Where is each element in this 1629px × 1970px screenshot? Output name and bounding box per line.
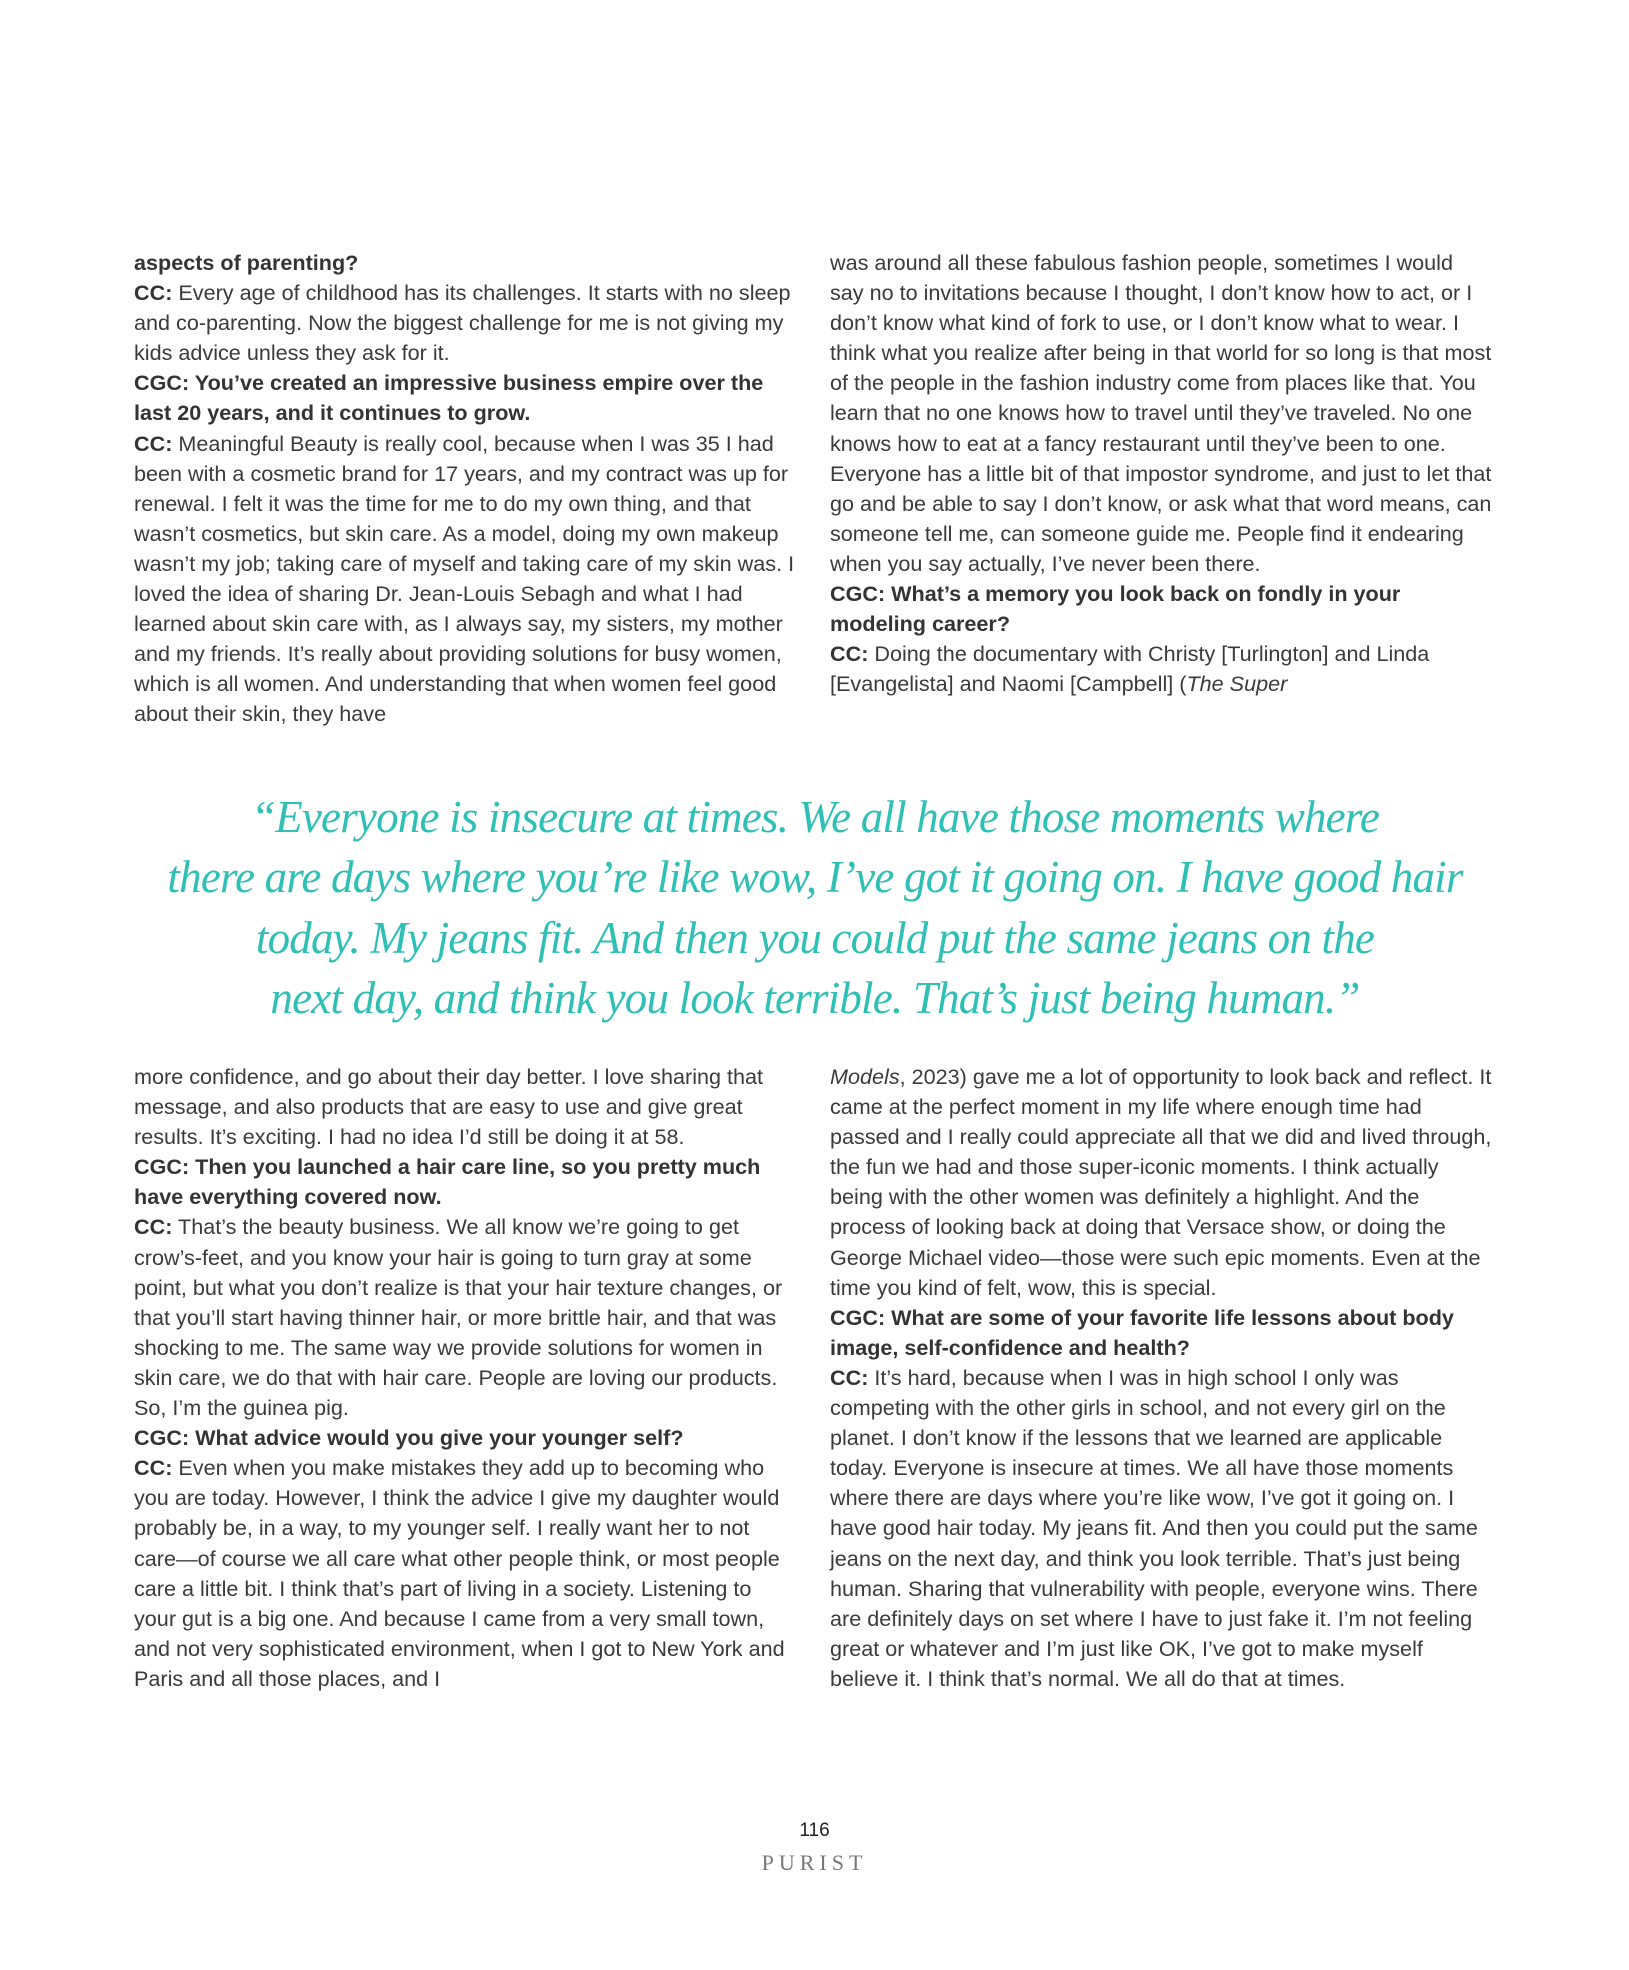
body-text: Doing the documentary with Christy [Turlington] and Linda [Evangelista] and Naomi [Campbell] (: [830, 641, 1430, 697]
column-top-left: [134, 248, 796, 730]
paragraph: [134, 1453, 796, 1694]
paragraph: [830, 1062, 1492, 1303]
body-text: That’s the beauty business. We all know we’re going to get crow’s-feet, and you know your hair is going to turn gray at some point, but what you don’t realize is that your hair texture changes, or that you’ll start having thinner hair, or more brittle hair, and that was shocking to me. The same way we provide solutions for women in skin care, we do that with hair care. People are loving our products. So, I’m the guinea pig.: [134, 1214, 783, 1421]
body-text: It’s hard, because when I was in high school I only was competing with the other girls in school, and not every girl on the planet. I don’t know if the lessons that we learned are applicable today. Everyone is insecure at times. We all have those moments where there are days where you’re like wow, I’ve got it going on. I have good hair today. My jeans fit. And then you could put the same jeans on the next day, and think you look terrible. That’s just being human. Sharing that vulnerability with people, everyone wins. There are definitely days on set where I have to just fake it. I’m not feeling great or whatever and I’m just like OK, I’ve got to make myself believe it. I think that’s normal. We all do that at times.: [830, 1364, 1478, 1691]
paragraph: [830, 248, 1492, 579]
paragraph: [134, 1212, 796, 1423]
bold-text: CC:: [134, 280, 173, 306]
bold-text: CC:: [134, 1455, 173, 1481]
body-text: more confidence, and go about their day better. I love sharing that message, and also products that are easy to use and give great results. It’s exciting. I had no idea I’d still be doing it at 58.: [134, 1064, 764, 1150]
bold-text: CGC: What advice would you give your younger self?: [134, 1425, 684, 1451]
body-text: Every age of childhood has its challenges. It starts with no sleep and co-parenting. Now the biggest challenge for me is not giving my kids advice unless they ask for it.: [134, 280, 791, 366]
paragraph: [134, 248, 796, 278]
italic-text: Models: [830, 1064, 900, 1089]
italic-text: The Super: [1186, 671, 1288, 697]
brand-logo: PURIST: [761, 1850, 868, 1875]
paragraph: [830, 1303, 1492, 1363]
bold-text: aspects of parenting?: [134, 250, 359, 275]
column-bottom-right: [830, 1062, 1492, 1694]
page-number: 116: [799, 1820, 830, 1841]
paragraph: [134, 278, 796, 368]
column-bottom-left: [134, 1062, 796, 1694]
body-text: , 2023) gave me a lot of opportunity to look back and reflect. It came at the perfect moment in my life where enough time had passed and I really could appreciate all that we did and lived through, the fun we had and those super-iconic moments. I think actually being with the other women was definitely a highlight. And the process of looking back at doing that Versace show, or doing the George Michael video—those were such epic moments. Even at the time you kind of felt, wow, this is special.: [830, 1064, 1492, 1300]
body-text: Meaningful Beauty is really cool, because when I was 35 I had been with a cosmetic brand for 17 years, and my contract was up for renewal. I felt it was the time for me to do my own thing, and that wasn’t cosmetics, but skin care. As a model, doing my own makeup wasn’t my job; taking care of myself and taking care of my skin was. I loved the idea of sharing Dr. Jean-Louis Sebagh and what I had learned about skin care with, as I always say, my sisters, my mother and my friends. It’s really about providing solutions for busy women, which is all women. And understanding that when women feel good about their skin, they have: [134, 430, 795, 727]
pull-quote: [120, 787, 1510, 1028]
pull-quote-line: there are days where you’re like wow, I’ve got it going on. I have good hair: [167, 852, 1463, 903]
pull-quote-line: “Everyone is insecure at times. We all have those moments where: [250, 792, 1380, 842]
paragraph: [134, 1423, 796, 1453]
body-text: Even when you make mistakes they add up to becoming who you are today. However, I think the advice I give my daughter would probably be, in a way, to my younger self. I really want her to not care—of course we all care what other people think, or most people care a little bit. I think that’s part of living in a society. Listening to your gut is a big one. And because I came from a very small town, and not very sophisticated environment, when I got to New York and Paris and all those places, and I: [134, 1455, 785, 1691]
paragraph: [134, 1062, 796, 1152]
pull-quote-line: next day, and think you look terrible. That’s just being human.”: [270, 972, 1360, 1023]
bold-text: CGC: What’s a memory you look back on fondly in your modeling career?: [830, 581, 1401, 637]
bold-text: CC:: [830, 1364, 869, 1390]
paragraph: [830, 1363, 1492, 1694]
paragraph: [830, 579, 1492, 639]
paragraph: [134, 1152, 796, 1212]
pull-quote-line: today. My jeans fit. And then you could put the same jeans on the: [255, 912, 1375, 963]
body-text: was around all these fabulous fashion people, sometimes I would say no to invitations because I thought, I don’t know how to act, or I don’t know what kind of fork to use, or I don’t know what to wear. I think what you realize after being in that world for so long is that most of the people in the fashion industry come from places like that. You learn that no one knows how to travel until they’ve traveled. No one knows how to eat at a fancy restaurant until they’ve been to one. Everyone has a little bit of that impostor syndrome, and just to let that go and be able to say I don’t know, or ask what that word means, can someone tell me, can someone guide me. People find it endearing when you say actually, I’ve never been there.: [830, 250, 1492, 576]
paragraph: [830, 639, 1492, 699]
bold-text: CC:: [134, 1214, 173, 1240]
column-top-right: [830, 248, 1492, 699]
bold-text: CGC: Then you launched a hair care line, so you pretty much have everything covered now.: [134, 1154, 761, 1210]
bold-text: CC:: [134, 430, 173, 456]
paragraph: [134, 429, 796, 730]
bold-text: CC:: [830, 641, 869, 667]
bold-text: CGC: You’ve created an impressive business empire over the last 20 years, and it continues to grow.: [134, 370, 764, 426]
paragraph: [134, 368, 796, 428]
bold-text: CGC: What are some of your favorite life lessons about body image, self-confidence and health?: [830, 1304, 1454, 1360]
